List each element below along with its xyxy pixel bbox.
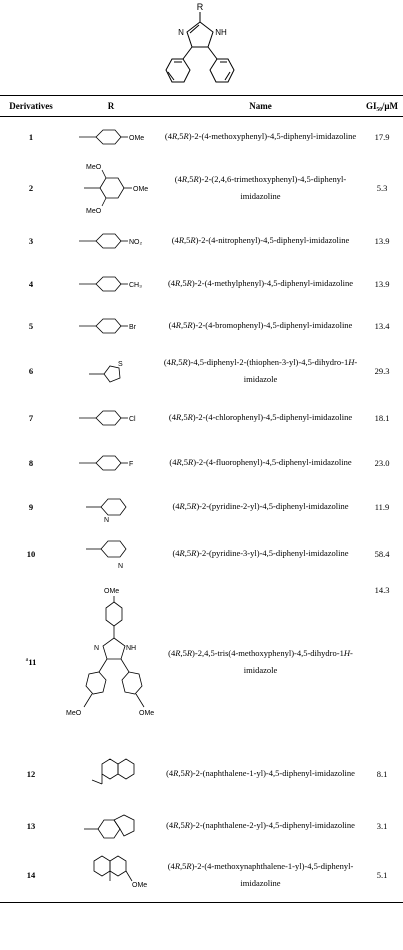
derivative-id: 14 bbox=[0, 849, 62, 903]
svg-text:MeO: MeO bbox=[85, 207, 101, 215]
table-row bbox=[0, 529, 403, 579]
gi50-value: 5.3 bbox=[376, 182, 388, 193]
derivative-id: 13 bbox=[26, 820, 36, 831]
r-structure bbox=[62, 745, 160, 803]
r-structure bbox=[62, 395, 160, 441]
compound-name: (4R,5R)-2-(naphthalene-1-yl)-4,5-diphenyl-imidazoline bbox=[166, 768, 355, 778]
gi50-value: 23.0 bbox=[374, 457, 390, 468]
table-row bbox=[0, 395, 403, 441]
scaffold-structure bbox=[0, 0, 403, 92]
scaffold-nh-label: NH bbox=[215, 28, 227, 37]
derivative-id: 7 bbox=[28, 412, 34, 423]
derivative-id: 2 bbox=[28, 182, 34, 193]
table-row bbox=[0, 347, 403, 395]
derivative-id: 10 bbox=[26, 548, 36, 559]
derivative-id: $^a$11 bbox=[25, 656, 37, 667]
table-row bbox=[0, 219, 403, 263]
header-r: R bbox=[62, 96, 160, 117]
header-name: Name bbox=[160, 96, 361, 117]
derivative-id: 4 bbox=[28, 278, 34, 289]
derivative-id: 3 bbox=[28, 235, 34, 246]
table-header-row bbox=[0, 96, 403, 117]
compound-name: (4R,5R)-2-(4-methoxynaphthalene-1-yl)-4,5-diphenyl-imidazoline bbox=[160, 849, 361, 903]
svg-text:CH₃: CH₃ bbox=[128, 281, 142, 289]
compound-name: (4R,5R)-2-(4-chlorophenyl)-4,5-diphenyl-imidazoline bbox=[168, 412, 353, 422]
r-structure bbox=[62, 441, 160, 485]
r-structure bbox=[62, 305, 160, 347]
gi50-value: 13.9 bbox=[374, 235, 390, 246]
svg-text:MeO: MeO bbox=[65, 709, 81, 717]
r-structure bbox=[62, 849, 160, 903]
svg-text:MeO: MeO bbox=[85, 163, 101, 171]
compound-name: (4R,5R)-2-(4-methylphenyl)-4,5-diphenyl-imidazoline bbox=[167, 278, 354, 288]
compound-name: (4R,5R)-2,4,5-tris(4-methoxyphenyl)-4,5-dihydro-1H-imidazole bbox=[168, 647, 353, 675]
imidazoline-scaffold-drawing bbox=[0, 0, 403, 92]
r-structure bbox=[62, 157, 160, 219]
scaffold-n-label: N bbox=[178, 28, 184, 37]
r-structure bbox=[62, 485, 160, 529]
header-gi50: GI₅₀/μM bbox=[361, 96, 403, 117]
gi50-value: 8.1 bbox=[376, 768, 388, 779]
svg-text:OMe: OMe bbox=[131, 882, 147, 890]
compound-name: (4R,5R)-2-(pyridine-2-yl)-4,5-diphenyl-imidazoline bbox=[172, 501, 349, 511]
gi50-value: 29.3 bbox=[374, 365, 390, 376]
gi50-value: 18.1 bbox=[374, 412, 390, 423]
table-row bbox=[0, 263, 403, 305]
svg-text:Br: Br bbox=[128, 323, 136, 331]
svg-text:OMe: OMe bbox=[132, 185, 148, 193]
compound-name: (4R,5R)-2-(4-nitrophenyl)-4,5-diphenyl-imidazoline bbox=[171, 235, 350, 245]
gi50-value: 58.4 bbox=[374, 548, 390, 559]
table-row bbox=[0, 579, 403, 745]
gi50-value: 3.1 bbox=[376, 820, 388, 831]
table-row bbox=[0, 117, 403, 157]
compound-name: (4R,5R)-2-(4-methoxyphenyl)-4,5-diphenyl-imidazoline bbox=[164, 131, 357, 142]
table-row bbox=[0, 305, 403, 347]
derivative-id: 6 bbox=[28, 365, 34, 376]
scaffold-r-label: R bbox=[196, 2, 204, 12]
table-row bbox=[0, 849, 403, 903]
table-row bbox=[0, 441, 403, 485]
table-row bbox=[0, 157, 403, 219]
r-structure bbox=[62, 219, 160, 263]
svg-text:N: N bbox=[117, 562, 123, 570]
compound-name: (4R,5R)-2-(2,4,6-trimethoxyphenyl)-4,5-diphenyl-imidazoline bbox=[174, 173, 347, 201]
header-derivatives: Derivatives bbox=[0, 96, 62, 117]
derivatives-table bbox=[0, 95, 403, 903]
compound-name: (4R,5R)-2-(4-bromophenyl)-4,5-diphenyl-imidazoline bbox=[168, 320, 353, 330]
derivative-id: 1 bbox=[28, 131, 34, 142]
gi50-value: 5.1 bbox=[361, 849, 403, 903]
svg-text:OMe: OMe bbox=[138, 709, 154, 717]
gi50-value: 11.9 bbox=[374, 501, 390, 512]
gi50-value: 17.9 bbox=[374, 131, 390, 142]
svg-text:Cl: Cl bbox=[128, 415, 136, 423]
r-structure bbox=[62, 579, 160, 745]
svg-text:S: S bbox=[117, 360, 123, 368]
compound-name: (4R,5R)-2-(pyridine-3-yl)-4,5-diphenyl-imidazoline bbox=[172, 548, 349, 558]
r-structure bbox=[62, 117, 160, 157]
svg-text:N: N bbox=[93, 644, 99, 652]
svg-text:NO₂: NO₂ bbox=[128, 238, 142, 246]
svg-text:OMe: OMe bbox=[128, 134, 144, 142]
table-row bbox=[0, 745, 403, 803]
table-row bbox=[0, 803, 403, 849]
compound-name: (4R,5R)-4,5-diphenyl-2-(thiophen-3-yl)-4,5-dihydro-1H-imidazole bbox=[163, 356, 358, 384]
r-structure bbox=[62, 347, 160, 395]
r-structure bbox=[62, 529, 160, 579]
derivative-id: 5 bbox=[28, 320, 34, 331]
table-row bbox=[0, 485, 403, 529]
gi50-value: 13.4 bbox=[374, 320, 390, 331]
svg-text:OMe: OMe bbox=[103, 587, 119, 595]
r-structure bbox=[62, 803, 160, 849]
svg-text:N: N bbox=[103, 516, 109, 524]
svg-text:NH: NH bbox=[125, 644, 136, 652]
r-structure bbox=[62, 263, 160, 305]
compound-name: (4R,5R)-2-(naphthalene-2-yl)-4,5-diphenyl-imidazoline bbox=[166, 820, 355, 830]
compound-name: (4R,5R)-2-(4-fluorophenyl)-4,5-diphenyl-imidazoline bbox=[169, 457, 352, 467]
derivative-id: 8 bbox=[28, 457, 34, 468]
gi50-value: 13.9 bbox=[374, 278, 390, 289]
svg-text:F: F bbox=[128, 460, 133, 468]
derivative-id: 12 bbox=[26, 768, 36, 779]
gi50-value: 14.3 bbox=[374, 584, 390, 595]
derivative-id: 9 bbox=[28, 501, 34, 512]
